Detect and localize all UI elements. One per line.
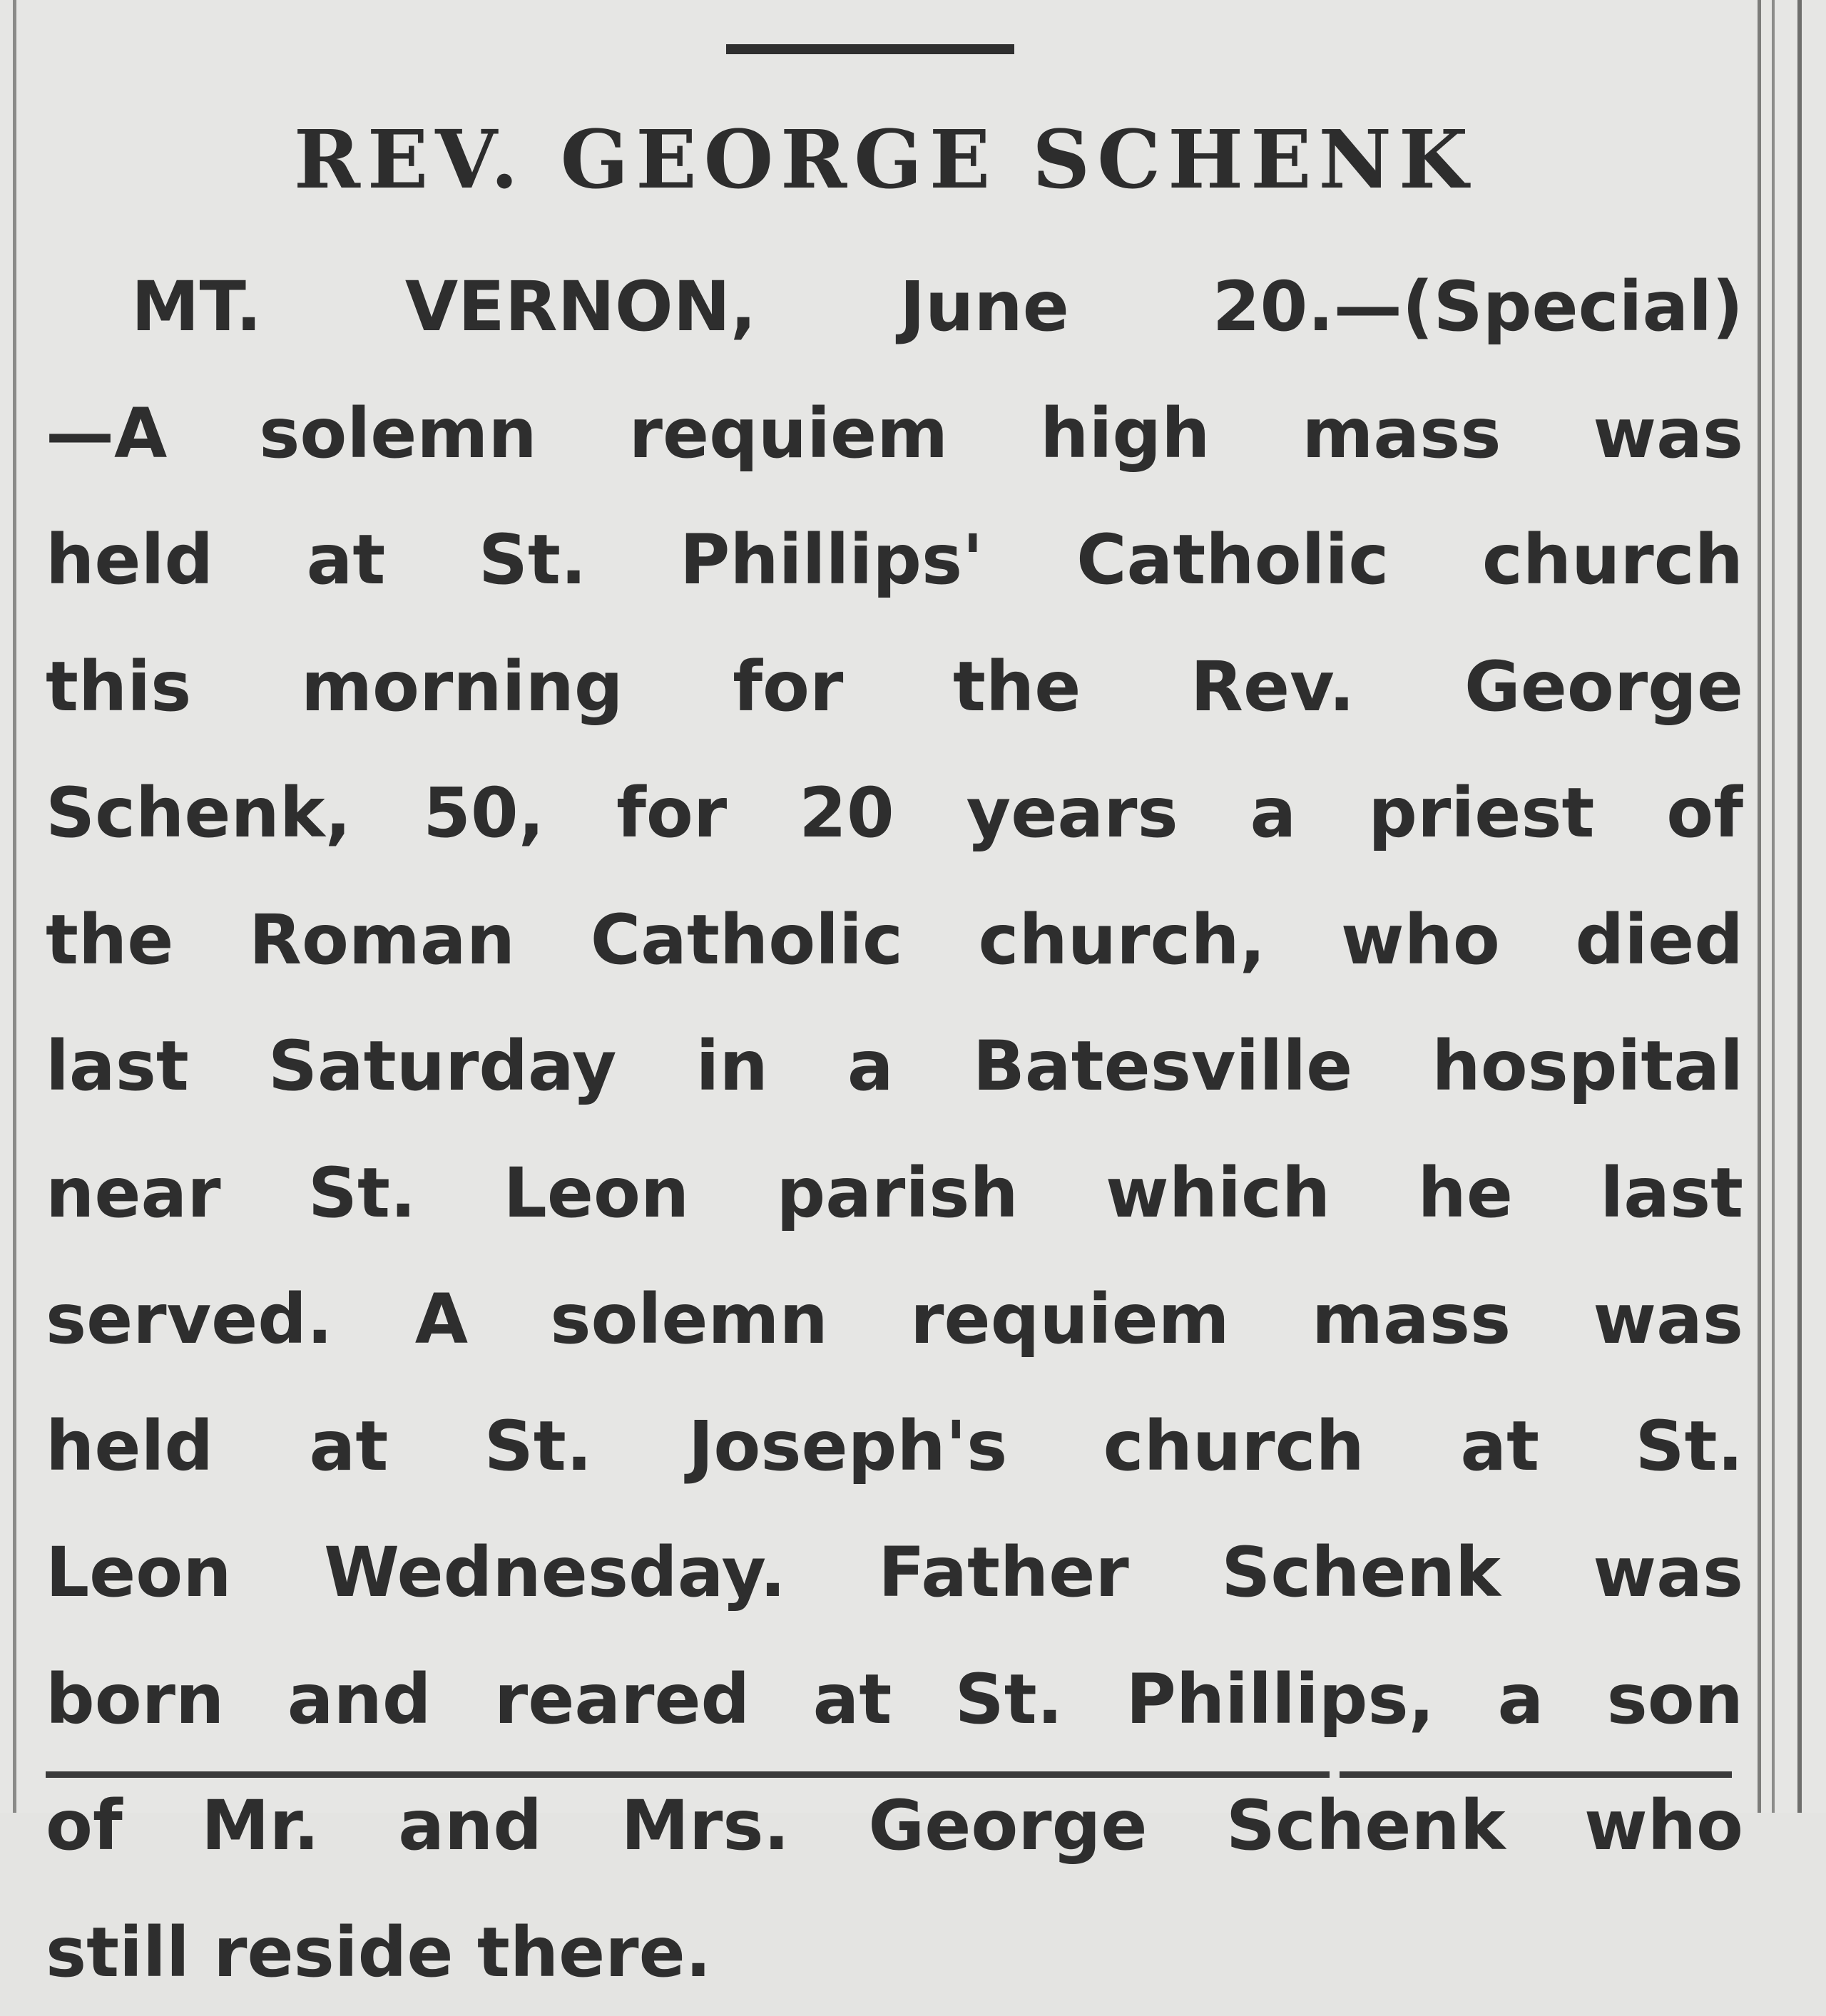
bottom-rule [46, 1771, 1330, 1778]
headline-top-rule [726, 44, 1014, 54]
article-line: of Mr. and Mrs. George Schenk who [46, 1763, 1743, 1890]
article-line: held at St. Phillips' Catholic church [46, 497, 1743, 624]
article-line: born and reared at St. Phillips, a son [46, 1637, 1743, 1764]
column-rule-right-inner [1772, 0, 1775, 1813]
article-headline: REV. GEORGE SCHENK [29, 107, 1740, 214]
article-line: MT. VERNON, June 20.—(Special) [46, 244, 1743, 371]
article-line: last Saturday in a Batesville hospital [46, 1003, 1743, 1130]
article-line: this morning for the Rev. George [46, 624, 1743, 751]
article-line: still reside there. [46, 1890, 1743, 2016]
column-rule-right-outer [1797, 0, 1802, 1813]
article-line: Leon Wednesday. Father Schenk was [46, 1510, 1743, 1637]
article-body [46, 244, 1743, 2016]
column-rule-left [13, 0, 16, 1813]
article-line: the Roman Catholic church, who died [46, 877, 1743, 1004]
article-line: served. A solemn requiem mass was [46, 1257, 1743, 1383]
article-line: —A solemn requiem high mass was [46, 371, 1743, 498]
article-line: held at St. Joseph's church at St. [46, 1383, 1743, 1510]
bottom-rule-segment [1340, 1771, 1732, 1778]
column-rule-right [1758, 0, 1761, 1813]
article-line: near St. Leon parish which he last [46, 1130, 1743, 1257]
article-line: Schenk, 50, for 20 years a priest of [46, 750, 1743, 877]
